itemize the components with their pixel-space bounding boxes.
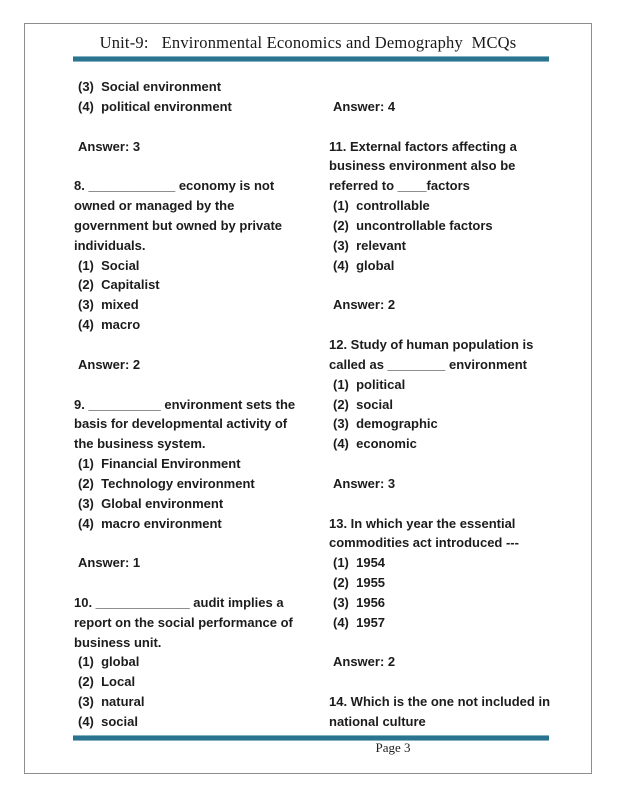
spacer <box>329 494 583 514</box>
question-option: (1) controllable <box>333 198 430 214</box>
spacer <box>329 77 583 97</box>
document-page <box>24 23 592 774</box>
answer-label: Answer: 4 <box>333 98 396 114</box>
question-line: 10. _____________ audit implies a <box>74 594 284 610</box>
question-option: (4) macro environment <box>78 515 222 531</box>
question-option: (2) Capitalist <box>78 277 160 293</box>
answer-label: Answer: 2 <box>78 356 141 372</box>
question-text-line: commodities act introduced --- <box>329 535 519 551</box>
spacer <box>74 117 328 137</box>
spacer <box>74 335 328 355</box>
question-text-line: government but owned by private <box>74 217 283 233</box>
question-option: (1) Financial Environment <box>78 456 241 472</box>
spacer <box>329 275 583 295</box>
question-option: (4) political environment <box>78 98 232 114</box>
question-option: (2) social <box>333 396 393 412</box>
question-option: (1) 1954 <box>333 555 386 571</box>
question-option: (3) natural <box>78 694 145 710</box>
question-line: 9. __________ environment sets the <box>74 396 296 412</box>
answer-label: Answer: 1 <box>78 555 141 571</box>
page-number: Page 3 <box>375 740 411 755</box>
question-option: (2) Local <box>78 674 136 690</box>
question-option: (4) macro <box>78 317 141 333</box>
question-text-line: business unit. <box>74 634 162 650</box>
question-text-line: business environment also be <box>329 158 516 174</box>
question-line: 8. ____________ economy is not <box>74 178 275 194</box>
question-option: (4) economic <box>333 436 417 452</box>
page-title: Unit-9: Environmental Economics and Demography MCQs <box>99 33 517 52</box>
question-option: (4) 1957 <box>333 614 386 630</box>
question-option: (4) social <box>78 714 138 729</box>
spacer <box>74 375 328 395</box>
question-text-line: report on the social performance of <box>74 614 293 630</box>
question-option: (3) demographic <box>333 416 438 432</box>
question-line: 12. Study of human population is <box>329 336 534 352</box>
question-option: (4) global <box>333 257 395 273</box>
question-option: (3) Social environment <box>78 79 222 94</box>
spacer <box>329 117 583 137</box>
question-text-line: the business system. <box>74 436 206 452</box>
column-left <box>74 77 328 732</box>
question-option: (1) global <box>78 654 140 670</box>
question-option: (3) relevant <box>333 237 406 253</box>
question-text-line: national culture <box>329 714 426 729</box>
question-line: 11. External factors affecting a <box>329 138 517 154</box>
question-option: (3) mixed <box>78 297 139 313</box>
question-option: (2) uncontrollable factors <box>333 217 493 233</box>
spacer <box>74 533 328 553</box>
question-option: (3) Global environment <box>78 495 224 511</box>
header-rule <box>73 56 549 62</box>
spacer <box>329 672 583 692</box>
question-option: (2) 1955 <box>333 575 386 591</box>
answer-label: Answer: 3 <box>333 475 396 491</box>
answer-label: Answer: 2 <box>333 654 396 670</box>
spacer <box>329 315 583 335</box>
answer-label: Answer: 3 <box>78 138 141 154</box>
question-option: (1) Social <box>78 257 140 273</box>
answer-label: Answer: 2 <box>333 297 396 313</box>
spacer <box>329 633 583 653</box>
question-option: (3) 1956 <box>333 594 386 610</box>
spacer <box>329 454 583 474</box>
question-text-line: called as ________ environment <box>329 356 528 372</box>
spacer <box>74 573 328 593</box>
question-line: 13. In which year the essential <box>329 515 516 531</box>
spacer <box>74 156 328 176</box>
question-text-line: basis for developmental activity of <box>74 416 288 432</box>
question-text-line: referred to ____factors <box>329 178 470 194</box>
question-option: (2) Technology environment <box>78 475 255 491</box>
footer-rule <box>73 735 549 741</box>
question-text-line: individuals. <box>74 237 146 253</box>
question-option: (1) political <box>333 376 406 392</box>
question-text-line: owned or managed by the <box>74 198 235 214</box>
question-line: 14. Which is the one not included in <box>329 694 551 710</box>
column-right <box>329 77 583 732</box>
